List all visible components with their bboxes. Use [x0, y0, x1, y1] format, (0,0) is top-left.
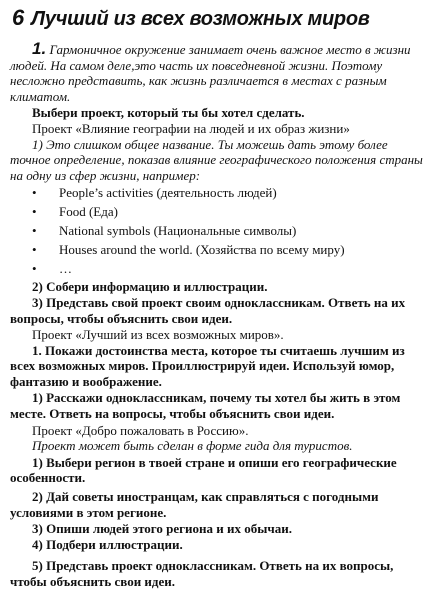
project3-step1: 1) Выбери регион в твоей стране и опиши его географические особенности. — [10, 454, 397, 486]
heading-number: 6 — [12, 5, 24, 30]
bullet-icon: • — [32, 260, 37, 276]
project3-step2: 2) Дай советы иностранцам, как справляться с погодными условиями в этом регионе. — [10, 489, 379, 520]
bullet-icon: • — [32, 185, 37, 201]
list-item-text: Houses around the world. (Хозяйства по всему миру) — [59, 241, 345, 257]
bullet-icon: • — [32, 222, 37, 238]
page-heading — [12, 6, 424, 31]
list-item-text: Food (Еда) — [59, 204, 118, 220]
project1-step2: 2) Собери информацию и иллюстрации. — [32, 279, 268, 295]
project2-step2: 1) Расскажи одноклассникам, почему ты хотел бы жить в этом месте. Ответь на вопросы, чтобы объяснить свои идеи. — [10, 390, 401, 422]
project3-note: Проект может быть сделан в форме гида для туристов. — [32, 438, 353, 454]
list-item — [32, 260, 424, 279]
project2-title: Проект «Лучший из всех возможных миров». — [32, 327, 284, 343]
project3-step3: 3) Опиши людей этого региона и их обычаи. — [32, 521, 292, 537]
list-item-text: … — [59, 260, 72, 276]
project1-step3: 3) Представь свой проект своим одноклассникам. Ответь на их вопросы, чтобы объяснить свои идеи. — [10, 294, 406, 326]
bullet-icon: • — [32, 241, 37, 257]
list-item — [32, 203, 424, 222]
task1-intro-paragraph — [10, 41, 424, 104]
list-item-text: National symbols (Национальные символы) — [59, 222, 297, 238]
bullet-icon: • — [32, 204, 37, 220]
project2-step1: 1. Покажи достоинства места, которое ты считаешь лучшим из всех возможных миров. Проиллюстрируй идеи. Используй юмор, фантазию и воображение. — [10, 342, 405, 389]
choose-project-instruction: Выбери проект, который ты бы хотел сделать. — [32, 105, 305, 121]
project1-step1: 1) Это слишком общее название. Ты можешь дать этому более точное определение, показав влияние географического положения страны на одну из сфер жизни, например: — [10, 136, 423, 183]
project3-title: Проект «Добро пожаловать в Россию». — [32, 422, 249, 438]
project1-title: Проект «Влияние географии на людей и их образ жизни» — [32, 120, 350, 136]
project3-step5: 5) Представь проект одноклассникам. Ответь на их вопросы, чтобы объяснить свои идеи. — [10, 558, 394, 590]
list-item — [32, 184, 424, 203]
project3-step4: 4) Подбери иллюстрации. — [32, 536, 183, 552]
list-item — [32, 241, 424, 260]
heading-title: Лучший из всех возможных миров — [31, 8, 370, 30]
list-item-text: People’s activities (деятельность людей) — [59, 185, 277, 201]
task1-number: 1. — [32, 39, 47, 58]
task1-intro-text: Гармоничное окружение занимает очень важное место в жизни людей. На самом деле,это часть их повседневной жизни. Поэтому несложно представить, как жизнь различается в местах с разным климатом. — [10, 42, 411, 104]
list-item — [32, 222, 424, 241]
project1-topic-list — [10, 184, 424, 278]
